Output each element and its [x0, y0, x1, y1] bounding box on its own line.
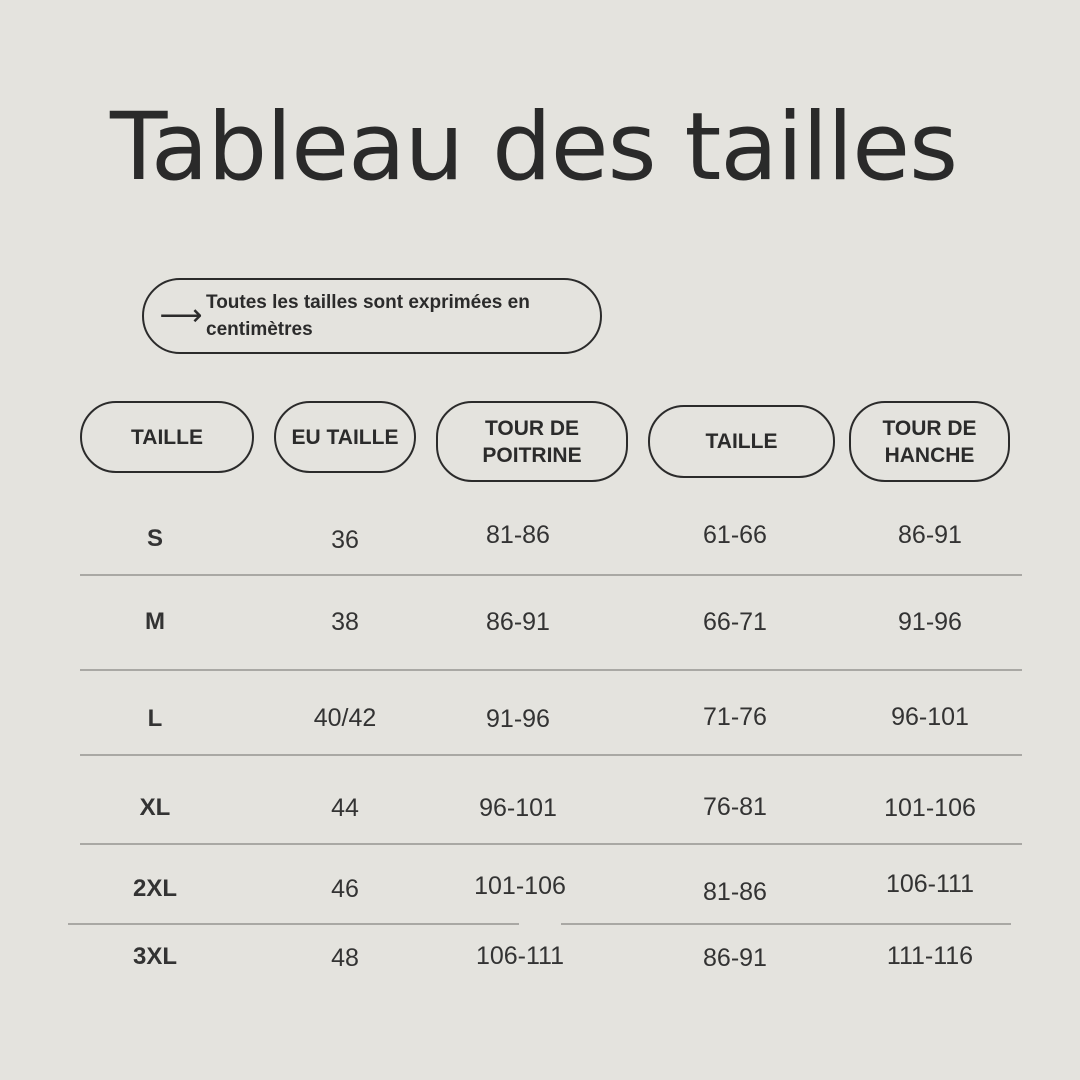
table-cell-hip: 96-101: [891, 703, 969, 731]
table-cell-eu: 44: [331, 794, 359, 822]
table-cell-hip: 101-106: [884, 794, 976, 822]
table-cell-size: M: [145, 608, 165, 635]
table-cell-waist: 66-71: [703, 608, 767, 636]
table-cell-hip: 86-91: [898, 521, 962, 549]
table-cell-hip: 111-116: [886, 942, 974, 970]
table-cell-chest: 96-101: [479, 794, 557, 822]
table-cell-waist: 86-91: [703, 944, 767, 972]
table-cell-size: S: [146, 525, 163, 552]
table-cell-waist: 71-76: [703, 703, 767, 731]
table-cell-hip: 91-96: [898, 608, 962, 636]
header-taille: TAILLE: [80, 401, 254, 473]
table-cell-size: 2XL: [132, 875, 177, 902]
table-cell-chest: 81-86: [486, 521, 550, 549]
table-cell-chest: 91-96: [486, 705, 550, 733]
row-divider: [80, 843, 1022, 845]
row-divider: [80, 669, 1022, 671]
table-cell-waist: 61-66: [703, 521, 767, 549]
arrow-right-icon: ⟶: [159, 299, 203, 332]
table-cell-chest: 86-91: [486, 608, 550, 636]
page-title: Tableau des tailles: [110, 93, 958, 202]
table-cell-waist: 76-81: [703, 793, 767, 821]
table-cell-eu: 46: [331, 875, 359, 903]
table-cell-chest: 106-111: [475, 942, 565, 970]
row-divider: [80, 754, 1022, 756]
table-cell-eu: 40/42: [313, 704, 377, 732]
row-divider: [561, 923, 1011, 925]
units-note-text: Toutes les tailles sont exprimées en centimètres: [206, 292, 530, 340]
header-eu-taille: EU TAILLE: [274, 401, 416, 473]
table-cell-size: 3XL: [132, 943, 177, 970]
table-cell-size: XL: [139, 794, 171, 821]
table-cell-waist: 81-86: [703, 878, 767, 906]
table-cell-eu: 38: [331, 608, 359, 636]
units-note: [142, 278, 602, 354]
header-tour-de-hanche: TOUR DE HANCHE: [849, 401, 1010, 482]
row-divider: [68, 923, 519, 925]
table-cell-eu: 36: [331, 526, 359, 554]
row-divider: [80, 574, 1022, 576]
table-cell-eu: 48: [331, 944, 359, 972]
table-cell-chest: 101-106: [474, 872, 566, 900]
header-tour-de-taille: TAILLE: [648, 405, 835, 478]
table-cell-hip: 106-111: [885, 870, 975, 898]
header-tour-de-poitrine: TOUR DE POITRINE: [436, 401, 628, 482]
table-cell-size: L: [147, 705, 163, 732]
